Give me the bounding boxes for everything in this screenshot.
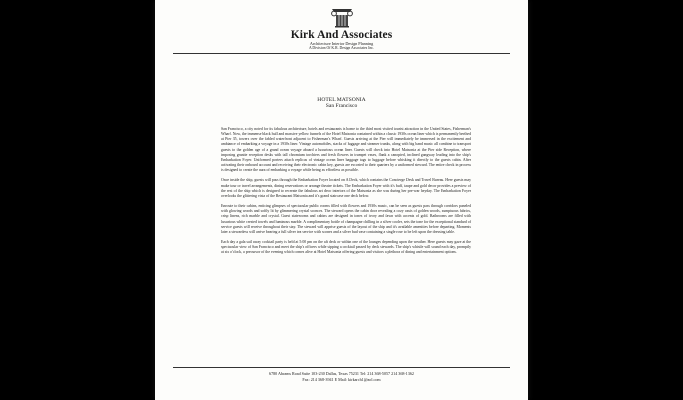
footer-divider [173,367,510,368]
letterhead-divider [173,53,510,54]
document-title: HOTEL MATSONIA [317,97,366,103]
body-paragraph: Enroute to their cabins, enticing glimpses of spectacular public rooms filled with flowers and 1930s music, can be seen as guests pass through corridors paneled with glowing woods and softly lit by glimmering crystal sconces. The steward opens the cabin door revealing a cozy oasis of golden woods, sumptuous fabrics, crisp linens, rich marble and crystal. Guest staterooms and cabins are designed in tones of ivory and fawn with accents of gold. Bathrooms are filled with luxurious white crested towels and luminous marble. A complimentary bottle of champagne chilling in a silver cooler, sets the tone for the exceptional standard of service guests will receive throughout their stay. The steward will apprise guests of the layout of the ship and it's available amenities before departing. Moments later a stewardess will arrive bearing a full silver tea service with scones and a silver bud vase containing a single rose to be left upon the dressing table. [221,204,471,234]
footer-address: 6780 Abrams Road Suite 103-230 Dallas, Texas 75231 Tel: 214 368-5057 214 368-1362 [269,371,414,376]
firm-division: A Division Of K.R. Design Associates Inc. [308,46,375,50]
body-paragraph: Once inside the ship, guests will pass through the Embarkation Foyer located on A Deck, which contains the Concierge Desk and Travel Bureau. Here guests may make tour or travel arrangements, dining reservations or arrange theatre tickets. The Embarkation Foyer with it's buff, taupe and gold decor provides a preview of the rest of the ship which is designed to recreate the fabulous art deco interiors of the Matsonia as she was during her pre-war heyday. The Embarkation Foyer overlooks the glittering vista of the Restaurant Matsonia and it's grand staircase one deck below. [221,178,471,198]
firm-name: Kirk And Associates [290,29,393,41]
footer-contact: Fax: 214 368-3941 E Mail: kirkarch1@aol.com [302,377,381,382]
document-body [221,127,471,260]
body-paragraph: San Francisco, a city noted for its fabulous architecture, hotels and restaurants is home to the third most visited tourist attraction in the United States, Fisherman's Wharf. Now, the immense black hull and massive yellow funnels of the Hotel Matsonia contained within a classic 1930s ocean liner which is permanently berthed at Pier 35, towers over the fabled waterfront adjacent to Fisherman's Wharf. Guests arriving at the Pier will immediately be immersed in the excitement and ambiance of embarking a voyage in a 1930s liner. Vintage automobiles, stacks of luggage and steamer trunks, along with big band music all combine to transport guests to the golden age of a grand ocean voyage aboard a luxurious ocean liner. Guests will check into Hotel Matsonia at the Pier side Reception, where imposing granite reception desks with tall chromium torchiers and fresh flowers in trumpet vases, flank a canopied, inclined gangway leading into the ship's Embarkation Foyer. Uniformed porters attach replicas of vintage ocean liner baggage tags to luggage before whisking it directly to the guests cabin. After activating their onboard account and receiving their electronic cabin key, guests are escorted to their quarters by a uniformed steward. The entire check in process is designed to create the aura of embarking a voyage while being as effortless as possible. [221,127,471,173]
body-paragraph: Each day a gala sail away cocktail party is held at 5:00 pm on the aft deck or within one of the lounges depending upon the weather. Here guests may gaze at the spectacular view of San Francisco and meet the ship's officers while sipping a cocktail passed by deck stewards. The ship's whistle will sound each day, promptly at six o'clock, a precursor of the evening which comes alive at Hotel Matsonia offering guests and visitors a plethora of dining and entertainment options. [221,239,471,255]
letter-page [155,0,528,400]
ionic-column-logo-icon [330,6,354,28]
firm-services: Architecture Interior Design Planning [309,41,374,46]
letterhead [155,6,528,51]
document-subtitle: San Francisco [325,103,358,109]
